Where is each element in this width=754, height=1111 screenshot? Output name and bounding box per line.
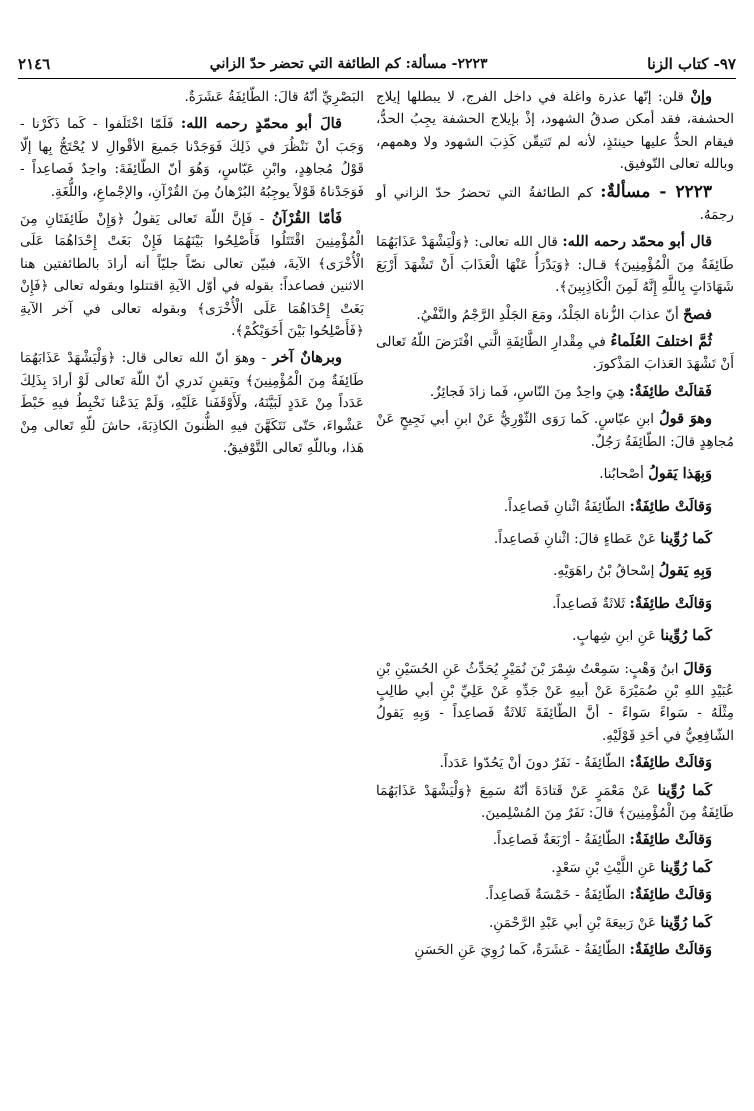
page-number: ٢١٤٦	[18, 55, 51, 73]
paragraph: كَما رُوِّينا عَنْ عَطاءٍ قالَ: اثْنانِ فَصاعِداً.	[493, 529, 712, 547]
paragraph: وَقالَتْ طائِفَةٌ: الطّائِفَةُ - أرْبَعَةٌ فَصاعِداً.	[492, 831, 712, 849]
paragraph: وَبِهِ يَقولُ إسْحاقُ بْنُ راهَوَيْهِ.	[553, 562, 712, 580]
paragraph: قال أبو محمّد رحمه الله: قال الله تعالى: ﴿وَلْيَشْهَدْ عَذَابَهُمَا طَائِفَةٌ مِنَ الْمُؤْمِنِينَ﴾ قـال: ﴿وَيَدْرَأُ عَنْهَا الْعَذَابَ أَنْ تَشْهَدَ أَرْبَعَ شَهَادَاتٍ بِاللَّهِ إِنَّهُ لَمِنَ الْكَاذِبِينَ﴾.	[376, 233, 734, 296]
header-chapter: ٩٧- كتاب الزنا	[647, 55, 736, 73]
paragraph: وهوَ قولُ ابنِ عبّاسٍ. كَما رَوَى الثّوْرِيُّ عَنْ ابنِ أبي نَجِيحٍ عَنْ مُجاهِدٍ قالَ: الطّائِفَةُ رَجُلٌ.	[376, 410, 734, 450]
paragraph: وَبِهَذا يَقولُ أصْحابُنا.	[599, 465, 712, 483]
paragraph	[376, 86, 734, 176]
paragraph: كَما رُوِّينا عَنِ اللَّيْثِ بْنِ سَعْدٍ.	[551, 858, 712, 876]
paragraph: ثُمَّ اختلفَ العُلَماءُ في مِقْدارِ الطَّائِفَةِ الَّتي افْتَرَضَ اللّهُ تَعالى أَنْ تَشْهَدَ العَذابَ المَذْكورَ.	[376, 333, 734, 373]
paragraph: كَما رُوِّينا عَنْ مَعْمَرٍ عَنْ قَتادَةَ أنّهُ سَمِعَ ﴿وَلْيَشْهَدْ عَذَابَهُمَا طَائِفَةٌ مِنَ الْمُؤْمِنِينَ﴾ قالَ: نَفَرٌ مِنَ المُسْلِمينَ.	[376, 781, 734, 821]
paragraph-text: قلن: إنّها عذرة واغلة في داخل الفرج، لا يبطلها إيلاج الحشفة، فقد أمكن صدقُ الشهود، إذْ بإيلاج الحشفة يجِبُ الحدُّ، فيقام الحدُّ عليها حينئذٍ، لأنه لم تَتيقّن كَذِبَ الشهود ولا وهمهم، وبالله تعالى التّوفيق.	[376, 89, 734, 173]
issue-number: ٢٢٢٣ - مسألةٌ:	[600, 181, 712, 202]
paragraph: البَصْرِيِّ أنّهُ قالَ: الطّائِفَةُ عَشَرَةٌ.	[184, 89, 364, 105]
paragraph-lead: وإنْ	[690, 88, 712, 105]
page-header	[18, 52, 736, 76]
right-column	[376, 86, 734, 961]
paragraph: وَقالَتْ طائِفَةٌ: الطّائِفَةُ - عَشَرَةٌ، كَما رُوِيَ عَنِ الحَسَنِ	[414, 941, 712, 958]
paragraph: وَقالَتْ طائِفَةٌ: الطّائِفَةُ اثْنانِ فَصاعِداً.	[503, 497, 712, 515]
paragraph: وَقالَ ابنُ وَهْبٍ: سَمِعْتُ شِمْرَ بْنَ نُمَيْرٍ يُحَدِّثُ عَنِ الحُسَيْنِ بْنِ عُبَيْدِ اللهِ بْنِ ضُمَيْرَةَ عَنْ أبيهِ عَنْ جَدِّهِ عَنْ عَلِيِّ بْنِ أبي طالِبٍ مِثْلَهُ - سَواءً سَواءً - أنَّ الطّائِفَةَ ثَلاثَةٌ فَصاعِداً - وَبِهِ يَقولُ الشّافِعِيُّ في أحَدِ قَوْلَيْهِ.	[376, 659, 734, 744]
paragraph: وبرهانٌ آخر - وهوَ أنّ الله تعالى قال: ﴿وَلْيَشْهَدْ عَذَابَهُمَا طَائِفَةٌ مِنَ الْمُؤْمِنِينَ﴾ ويَقينٍ نَدري أنّ اللّهَ تَعالى لَوْ أرادَ بِذَلِكَ عَدَداً مِنْ عَدَدٍ لَبَيَّنَهُ، ولَأَوْقَفَنا عَلَيْهِ، وَلَمْ يَدَعْنا نَخْبِطُ فيهِ خَبْطَ عَشْواءَ، حَتّى نَتَكَهَّنَ فيهِ الظُّنونَ الكاذِبَةَ، حاشَ للّهِ تَعالى مِنْ هَذا، وباللّهِ تَعالى التَّوْفيقُ.	[20, 349, 364, 457]
paragraph: فصحّ أنّ عذابَ الزُّناة الجَلْدُ، ومَعَ الجَلْدِ الرَّجْمُ والنَّفْيُ.	[416, 305, 712, 323]
paragraph: كَما رُوِّينا عَنْ رَبيعَةَ بْنِ أبي عَبْدِ الرَّحْمَنِ.	[488, 913, 712, 931]
paragraph: قالَ أبو محمّدٍ رحمه الله: فَلَمّا اخْتَلَفوا - كَما ذَكَرْنا - وَجَبَ أنْ نَنْظُرَ في ذَلِكَ فَوَجَدْنا جَميعَ الأقْوالِ لا يُحْتَجُّ بِها إلّا قَوْلُ مُجاهِدٍ، وابْنِ عَبّاسٍ، وَهُوَ أنّ الطّائِفَةَ: واحِدٌ فَصاعِداً - فَوَجَدْناهُ قَوْلاً يوجِبُهُ البُرْهانُ مِنَ القُرْآنِ، والإجْماعِ، واللُّغَةِ.	[20, 115, 364, 200]
paragraph: وَقالَتْ طائِفَةٌ: الطّائِفَةُ - خَمْسَةٌ فَصاعِداً.	[484, 886, 712, 904]
header-section-title: ٢٢٢٣- مسألة: كم الطائفة التي تحضر حدّ الزاني	[209, 56, 488, 72]
paragraph: وَقالَتْ طائِفَةٌ: الطّائِفَةُ - نَفَرٌ دونَ أنْ يَحُدّوا عَدَداً.	[439, 754, 712, 772]
header-divider	[18, 78, 736, 79]
paragraph: فَقالَتْ طائِفَةٌ: هِيَ واحِدٌ مِنَ النّاسِ، فَما زادَ فَجائِزٌ.	[429, 382, 712, 400]
issue-title: كم الطائفةُ التي تحضرُ حدّ الزاني أو رجمَهُ.	[376, 184, 734, 224]
paragraph: وَقالَتْ طائِفَةٌ: ثَلاثَةٌ فَصاعِداً.	[552, 594, 712, 612]
paragraph: فَأمّا القُرْآنُ - فَإنَّ اللّهَ تَعالى يَقولُ ﴿وَإِنْ طَائِفَتَانِ مِنَ الْمُؤْمِنِينَ اقْتَتَلُوا فَأَصْلِحُوا بَيْنَهُمَا فَإِنْ بَغَتْ إِحْدَاهُمَا عَلَى الْأُخْرَى﴾ الآيةَ، فبيّن تعالى نصّاً جليّاً أنه أرادَ بالطائفتين هنا الاثنين فصاعداً: بقوله في أوّل الآيةِ اقتتلوا وبقوله تعالى ﴿فَإِنْ بَغَتْ إِحْدَاهُمَا عَلَى الْأُخْرَى﴾ وبقوله تعالى في آخر الآيةِ ﴿فَأَصْلِحُوا بَيْنَ أَخَوَيْكُمْ﴾.	[20, 210, 364, 340]
paragraph: كَما رُوِّينا عَنِ ابنِ شِهابٍ.	[572, 627, 712, 645]
left-column	[20, 86, 364, 460]
issue-heading	[376, 181, 734, 227]
